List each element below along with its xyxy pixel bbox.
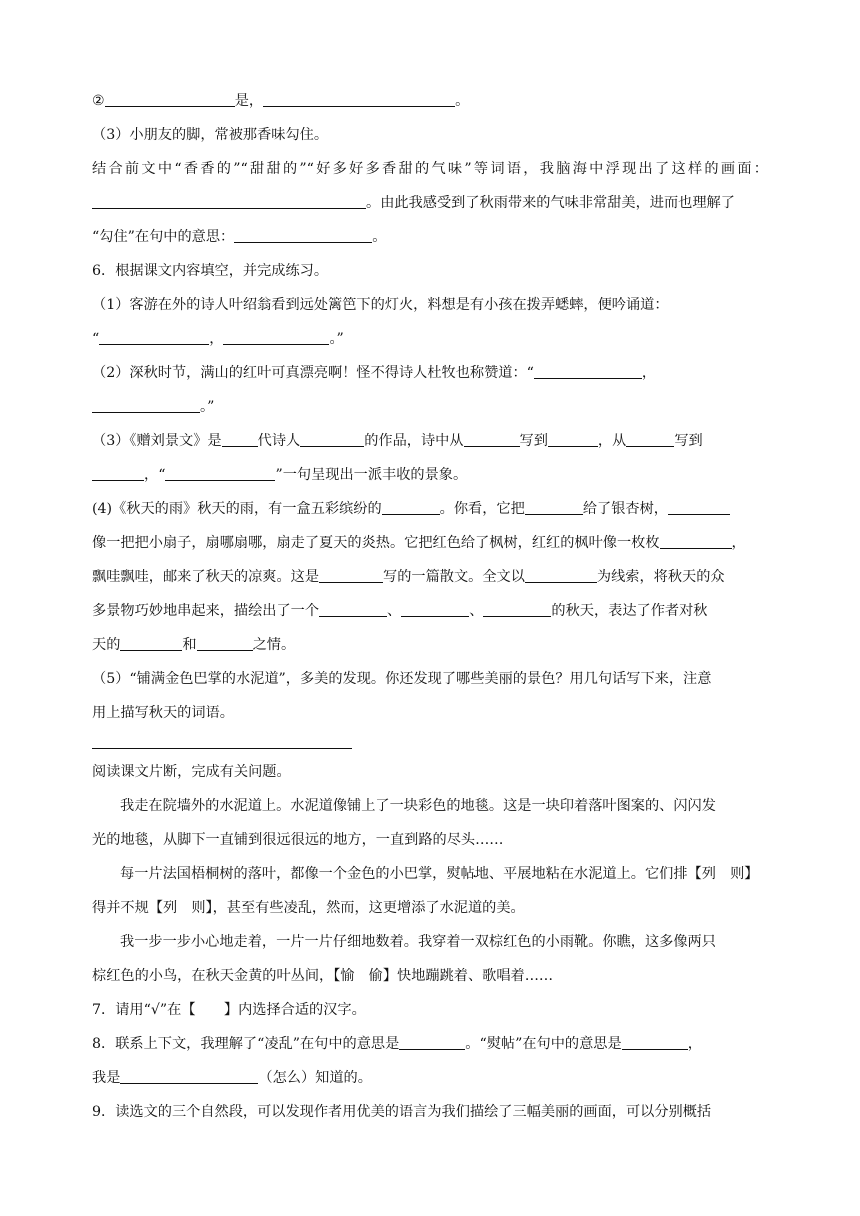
blank[interactable] [105,105,235,107]
blank[interactable] [223,343,329,345]
text: （5）“铺满金色巴掌的水泥道”，多美的发现。你还发现了哪些美丽的景色？用几句话写下来，注意 [92,671,712,687]
question-6-3-line-1 [92,424,768,458]
text: ， [641,365,657,381]
emphasized-word: 熨帖 · [446,866,474,882]
text: （3）小朋友的脚，常被那香味勾住。 [92,127,329,143]
text: 。 [455,93,470,109]
blank[interactable] [399,1048,465,1050]
text: “勾住”在句中的意思： [92,229,235,245]
text: (4)《秋天的雨》秋天的雨，有一盒五彩缤纷的 [92,501,382,517]
question-7 [92,993,768,1027]
question-6-2-line-1 [92,356,768,390]
question-6-1-line-2 [92,322,768,356]
text: （3）《赠刘景文》是 [92,433,222,449]
passage-p1-line-1 [92,789,768,823]
blank[interactable] [660,547,732,549]
blank[interactable] [382,513,440,515]
blank[interactable] [548,445,598,447]
blank[interactable] [464,445,520,447]
blank[interactable] [234,241,372,243]
text: 写到 [674,433,703,449]
blank[interactable] [222,445,258,447]
text: 。” [200,399,215,415]
blank[interactable] [197,649,253,651]
passage-p1-line-2 [92,823,768,857]
question-8-line-1 [92,1027,768,1061]
text: 。” [329,331,344,347]
blank[interactable] [319,581,383,583]
text: 阅读课文片断，完成有关问题。 [92,764,291,780]
text: 、 [469,603,484,619]
text: 的作品，诗中从 [364,433,464,449]
text: 是， [234,93,264,109]
text: 的秋天，表达了作者对秋 [551,603,708,619]
text: 、 [387,603,402,619]
blank[interactable] [668,513,730,515]
question-3-line-2 [92,186,768,220]
text: 地、平展地粘在水泥道上。它们排【列 则】 [474,866,759,882]
question-6-2-line-2 [92,390,768,424]
text: 8．联系上下文，我理解了“凌乱”在句中的意思是 [92,1036,400,1052]
question-3-line-1 [92,152,768,186]
blank[interactable] [534,377,642,379]
text: “ [92,331,100,347]
answer-line[interactable] [92,748,352,749]
text: 写到 [519,433,548,449]
passage-p2-line-1 [92,857,768,891]
text: 多景物巧妙地串起来，描绘出了一个 [92,603,320,619]
question-6-4-line-2 [92,526,768,560]
passage-p2-line-2 [92,891,768,925]
blank[interactable] [525,513,583,515]
text: 每一片法国梧桐树的落叶，都像一个金色的小巴掌， [120,866,447,882]
question-8-line-2 [92,1061,768,1095]
text: 7．请用“√”在【 】内选择合适的汉字。 [92,1002,366,1018]
blank[interactable] [300,445,364,447]
blank[interactable] [319,615,387,617]
text: 我是 [92,1070,121,1086]
text: 用上描写秋天的词语。 [92,705,234,721]
blank[interactable] [120,1082,258,1084]
blank[interactable] [622,1048,688,1050]
blank[interactable] [525,581,597,583]
text: ， [731,535,746,551]
reading-intro [92,755,768,789]
question-6-4-line-3 [92,560,768,594]
text: ， [209,331,224,347]
text: 。你看，它把 [439,501,525,517]
blank[interactable] [483,615,551,617]
text: 和 [182,637,197,653]
text: 棕红色的小鸟，在秋天金黄的叶丛间，【愉 偷】快地蹦跳着、歌唱着…… [92,968,554,984]
answer-line-2 [92,84,768,118]
text: 代诗人 [257,433,301,449]
text: （2）深秋时节，满山的红叶可真漂亮啊！怪不得诗人杜牧也称赞道：“ [92,365,534,381]
text: 我走在院墙外的水泥道上。水泥道像铺上了一块彩色的地毯。这是一块印着落叶图案的、闪闪发 [120,798,716,814]
question-6-4-line-5 [92,628,768,662]
blank[interactable] [263,105,455,107]
blank[interactable] [120,649,182,651]
passage-p3-line-1 [92,925,768,959]
text: 给了银杏树， [582,501,668,517]
text: 。“熨帖”在句中的意思是 [465,1036,622,1052]
text: （1）客游在外的诗人叶绍翁看到远处篱笆下的灯火，料想是有小孩在拨弄蟋蟀，便吟诵道： [92,297,669,313]
document-page [92,84,768,1129]
text: （怎么）知道的。 [258,1070,372,1086]
text: 之情。 [252,637,296,653]
blank[interactable] [92,479,144,481]
text: ，从 [597,433,627,449]
question-6-4-line-4 [92,594,768,628]
text: 像一把把小扇子，扇哪扇哪，扇走了夏天的炎热。它把红色给了枫树，红红的枫叶像一枚枚 [92,535,660,551]
question-6-title [92,254,768,288]
blank[interactable] [92,207,366,209]
question-6-5-line-2 [92,696,768,730]
passage-p3-line-2 [92,959,768,993]
text: 结合前文中“香香的”“甜甜的”“好多好多香甜的气味”等词语，我脑海中浮现出了这样的画面： [92,161,768,177]
blank[interactable] [626,445,674,447]
text: 9．读选文的三个自然段，可以发现作者用优美的语言为我们描绘了三幅美丽的画面，可以分别概括 [92,1104,712,1120]
blank[interactable] [165,479,275,481]
question-3-line-3 [92,220,768,254]
question-9 [92,1095,768,1129]
blank[interactable] [99,343,209,345]
question-6-1-line-1 [92,288,768,322]
text: 。由此我感受到了秋雨带来的气味非常甜美，进而也理解了 [366,195,735,211]
question-6-4-line-1 [92,492,768,526]
text: 为线索，将秋天的众 [596,569,725,585]
text: 。 [372,229,387,245]
blank[interactable] [401,615,469,617]
text: 飘哇飘哇，邮来了秋天的凉爽。这是 [92,569,320,585]
text: ，“ [144,467,166,483]
text: 天的 [92,637,121,653]
text: ”一句呈现出一派丰收的景象。 [275,467,468,483]
text: 写的一篇散文。全文以 [383,569,525,585]
question-3-title [92,118,768,152]
text: 6．根据课文内容填空，并完成练习。 [92,263,329,279]
question-6-5-line-1 [92,662,768,696]
text: 光的地毯，从脚下一直铺到很远很远的地方，一直到路的尽头…… [92,832,504,848]
blank[interactable] [92,411,200,413]
circled-number: ② [92,93,105,109]
question-6-3-line-2 [92,458,768,492]
text: ， [687,1036,702,1052]
text: 得并不规【列 则】，甚至有些凌乱，然而，这更增添了水泥道的美。 [92,900,525,916]
text: 我一步一步小心地走着，一片一片仔细地数着。我穿着一双棕红色的小雨靴。你瞧，这多像两只 [120,934,716,950]
